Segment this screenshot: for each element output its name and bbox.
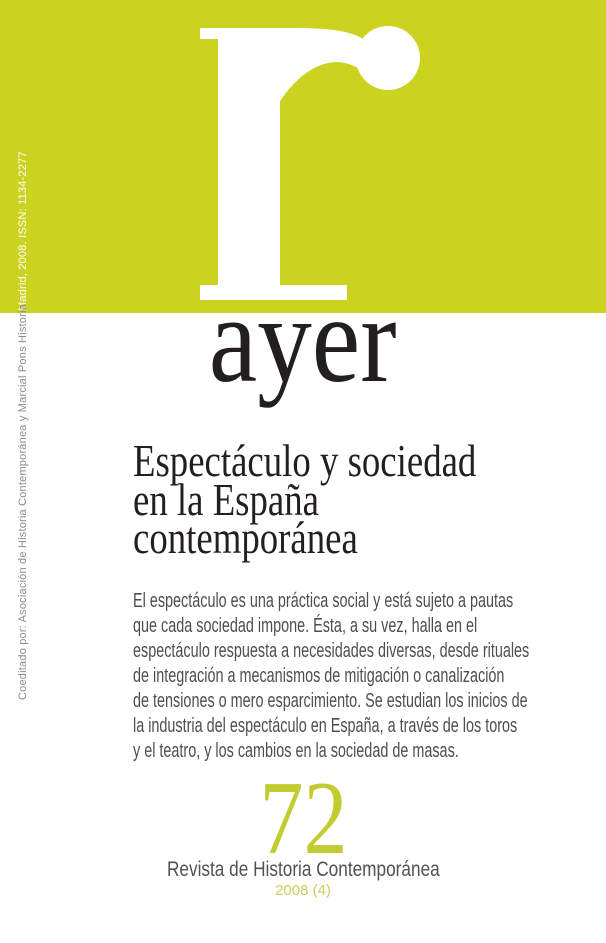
issue-number bbox=[0, 759, 606, 876]
journal-name-text: ayer bbox=[209, 271, 397, 408]
issue-title bbox=[133, 435, 562, 564]
journal-subtitle-text: Revista de Historia Contemporánea bbox=[166, 858, 440, 881]
journal-name bbox=[0, 271, 606, 408]
issue-number-text: 72 bbox=[258, 759, 348, 876]
abstract-line: de integración a mecanismos de mitigación o canalización bbox=[133, 665, 505, 687]
green-header-block bbox=[0, 0, 606, 313]
abstract-line: y el teatro, y los cambios en la sociedad de masas. bbox=[133, 740, 459, 762]
abstract-line: la industria del espectáculo en España, a través de los toros bbox=[133, 715, 518, 737]
logo-r-mark bbox=[200, 26, 420, 300]
issue-title-line-2: en la España bbox=[133, 473, 319, 525]
issue-date: 2008 (4) bbox=[275, 882, 331, 899]
abstract-line: espectáculo respuesta a necesidades diversas, desde rituales bbox=[133, 640, 530, 662]
issue-title-line-1: Espectáculo y sociedad bbox=[133, 435, 477, 486]
abstract-line: que cada sociedad impone. Ésta, a su vez, halla en el bbox=[133, 615, 478, 637]
abstract-line: El espectáculo es una práctica social y está sujeto a pautas bbox=[133, 590, 514, 612]
abstract-line: de tensiones o mero esparcimiento. Se estudian los inicios de bbox=[133, 690, 528, 712]
issue-abstract bbox=[133, 589, 606, 764]
issn-vertical-text: Madrid, 2008. ISSN: 1134-2277 bbox=[17, 151, 29, 311]
coedited-vertical-text: Coeditado por: Asociación de Historia Contemporánea y Marcial Pons Historia bbox=[17, 304, 29, 700]
issue-title-line-3: contemporánea bbox=[133, 512, 358, 564]
journal-subtitle bbox=[0, 859, 606, 880]
